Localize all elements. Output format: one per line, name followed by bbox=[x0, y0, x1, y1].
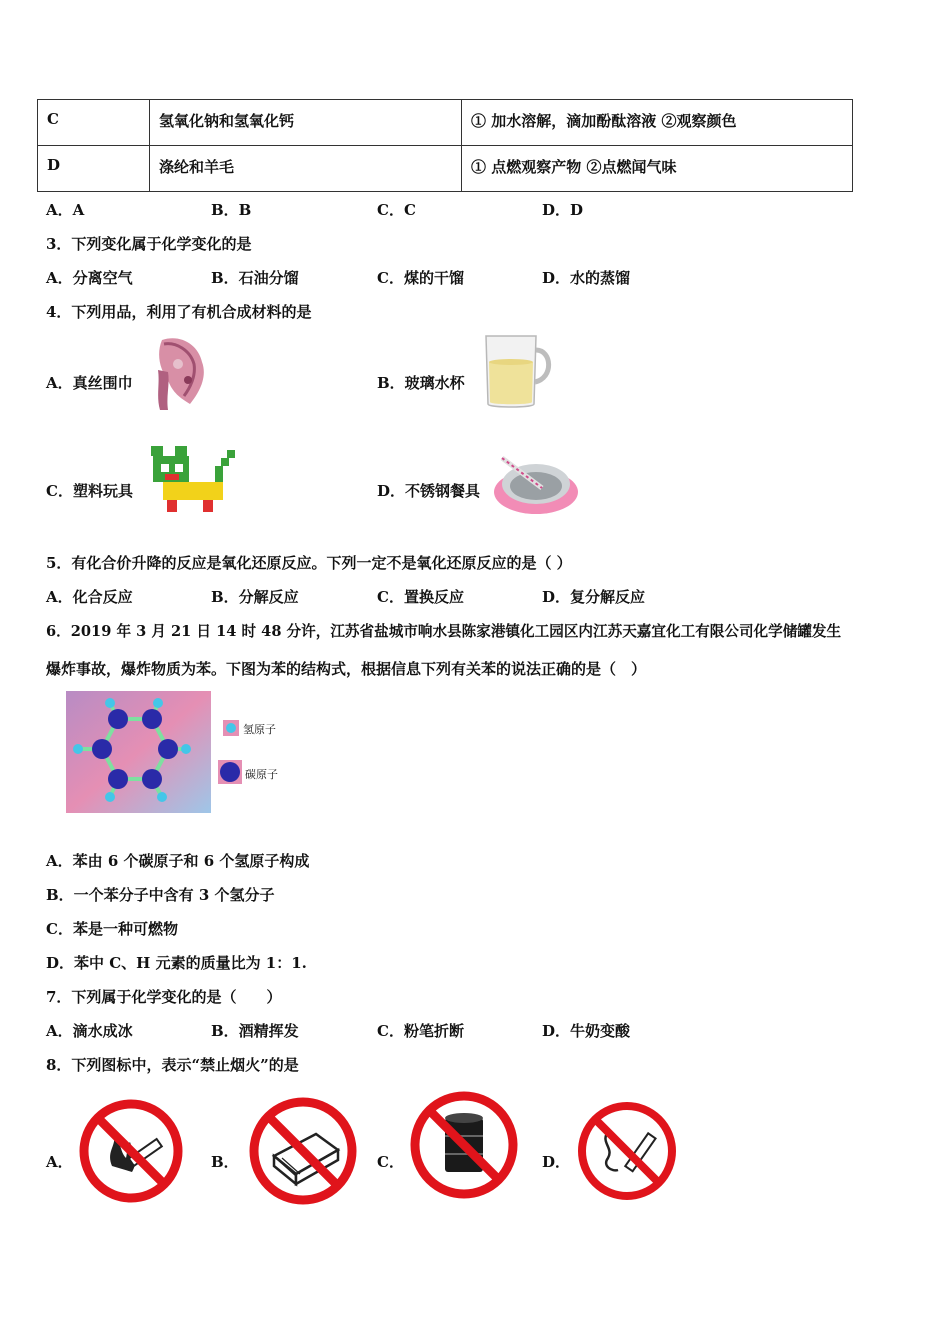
q6-stem-line1: 6．2019 年 3 月 21 日 14 时 48 分许，江苏省盐城市响水县陈家港镇化工园区内江苏天嘉宜化工有限公司化学储罐发生 bbox=[46, 623, 842, 640]
table-cell-method: ① 点燃观察产物 ②点燃闻气味 bbox=[462, 146, 853, 192]
table-cell-method: ① 加水溶解，滴加酚酞溶液 ②观察颜色 bbox=[462, 100, 853, 146]
q8-option-c: C． bbox=[377, 1153, 404, 1171]
carbon-legend-swatch bbox=[218, 760, 242, 784]
q7-option-c: C．粉笔折断 bbox=[377, 1022, 464, 1040]
q3-option-d: D．水的蒸馏 bbox=[542, 269, 631, 287]
q5-option-a: A．化合反应 bbox=[46, 588, 133, 606]
table-cell-items: 氢氧化钠和氢氧化钙 bbox=[150, 100, 462, 146]
plastic-toy-image bbox=[143, 440, 243, 520]
silk-scarf-image bbox=[150, 334, 210, 412]
q6-option-b: B．一个苯分子中含有 3 个氢分子 bbox=[46, 886, 275, 904]
q8-option-a: A． bbox=[46, 1153, 73, 1171]
q3-option-c: C．煤的干馏 bbox=[377, 269, 464, 287]
carbon-legend-label: 碳原子 bbox=[245, 768, 278, 781]
q5-stem: 5．有化合价升降的反应是氧化还原反应。下列一定不是氧化还原反应的是（ ） bbox=[46, 554, 572, 572]
q6-stem-line2: 爆炸事故，爆炸物质为苯。下图为苯的结构式，根据信息下列有关苯的说法正确的是（ ） bbox=[46, 660, 647, 678]
q8-option-b: B． bbox=[211, 1153, 239, 1171]
q6-option-a: A．苯由 6 个碳原子和 6 个氢原子构成 bbox=[46, 852, 310, 870]
no-oil-drum-sign-icon bbox=[407, 1088, 521, 1202]
q7-option-d: D．牛奶变酸 bbox=[542, 1022, 631, 1040]
benzene-model-image bbox=[66, 691, 211, 813]
glass-cup-image bbox=[478, 332, 558, 412]
q7-option-a: A．滴水成冰 bbox=[46, 1022, 133, 1040]
q2-option-d: D．D bbox=[542, 201, 584, 219]
q2-option-a: A．A bbox=[46, 201, 85, 219]
q8-option-d: D． bbox=[542, 1153, 571, 1171]
q5-option-c: C．置换反应 bbox=[377, 588, 464, 606]
q5-option-b: B．分解反应 bbox=[211, 588, 299, 606]
q6-option-c: C．苯是一种可燃物 bbox=[46, 920, 178, 938]
q2-option-b: B．B bbox=[211, 201, 252, 219]
q4-option-b: B．玻璃水杯 bbox=[377, 374, 465, 392]
q3-option-b: B．石油分馏 bbox=[211, 269, 299, 287]
table-cell-items: 涤纶和羊毛 bbox=[150, 146, 462, 192]
q4-option-d: D．不锈钢餐具 bbox=[377, 482, 481, 500]
q4-option-a: A．真丝围巾 bbox=[46, 374, 133, 392]
q2-option-c: C．C bbox=[377, 201, 416, 219]
q7-option-b: B．酒精挥发 bbox=[211, 1022, 299, 1040]
table-row bbox=[38, 100, 853, 146]
table-row bbox=[38, 146, 853, 192]
q5-option-d: D．复分解反应 bbox=[542, 588, 646, 606]
hydrogen-legend-swatch bbox=[223, 720, 239, 736]
table-cell-letter: C bbox=[38, 100, 150, 146]
q4-option-c: C．塑料玩具 bbox=[46, 482, 133, 500]
q4-stem: 4．下列用品，利用了有机合成材料的是 bbox=[46, 303, 312, 321]
q3-stem: 3．下列变化属于化学变化的是 bbox=[46, 235, 252, 253]
no-smoking-sign-icon bbox=[574, 1098, 680, 1204]
hydrogen-legend-label: 氢原子 bbox=[243, 723, 276, 736]
q7-stem: 7．下列属于化学变化的是（ ） bbox=[46, 988, 282, 1006]
table-cell-letter: D bbox=[38, 146, 150, 192]
q3-option-a: A．分离空气 bbox=[46, 269, 133, 287]
q6-option-d: D．苯中 C、H 元素的质量比为 1：1. bbox=[46, 954, 307, 972]
no-matches-sign-icon bbox=[246, 1094, 360, 1208]
no-smoking-fire-sign-icon bbox=[76, 1096, 186, 1206]
q8-stem: 8．下列图标中，表示“禁止烟火”的是 bbox=[46, 1056, 299, 1074]
steel-bowl-image bbox=[490, 452, 580, 518]
options-table bbox=[37, 99, 853, 192]
